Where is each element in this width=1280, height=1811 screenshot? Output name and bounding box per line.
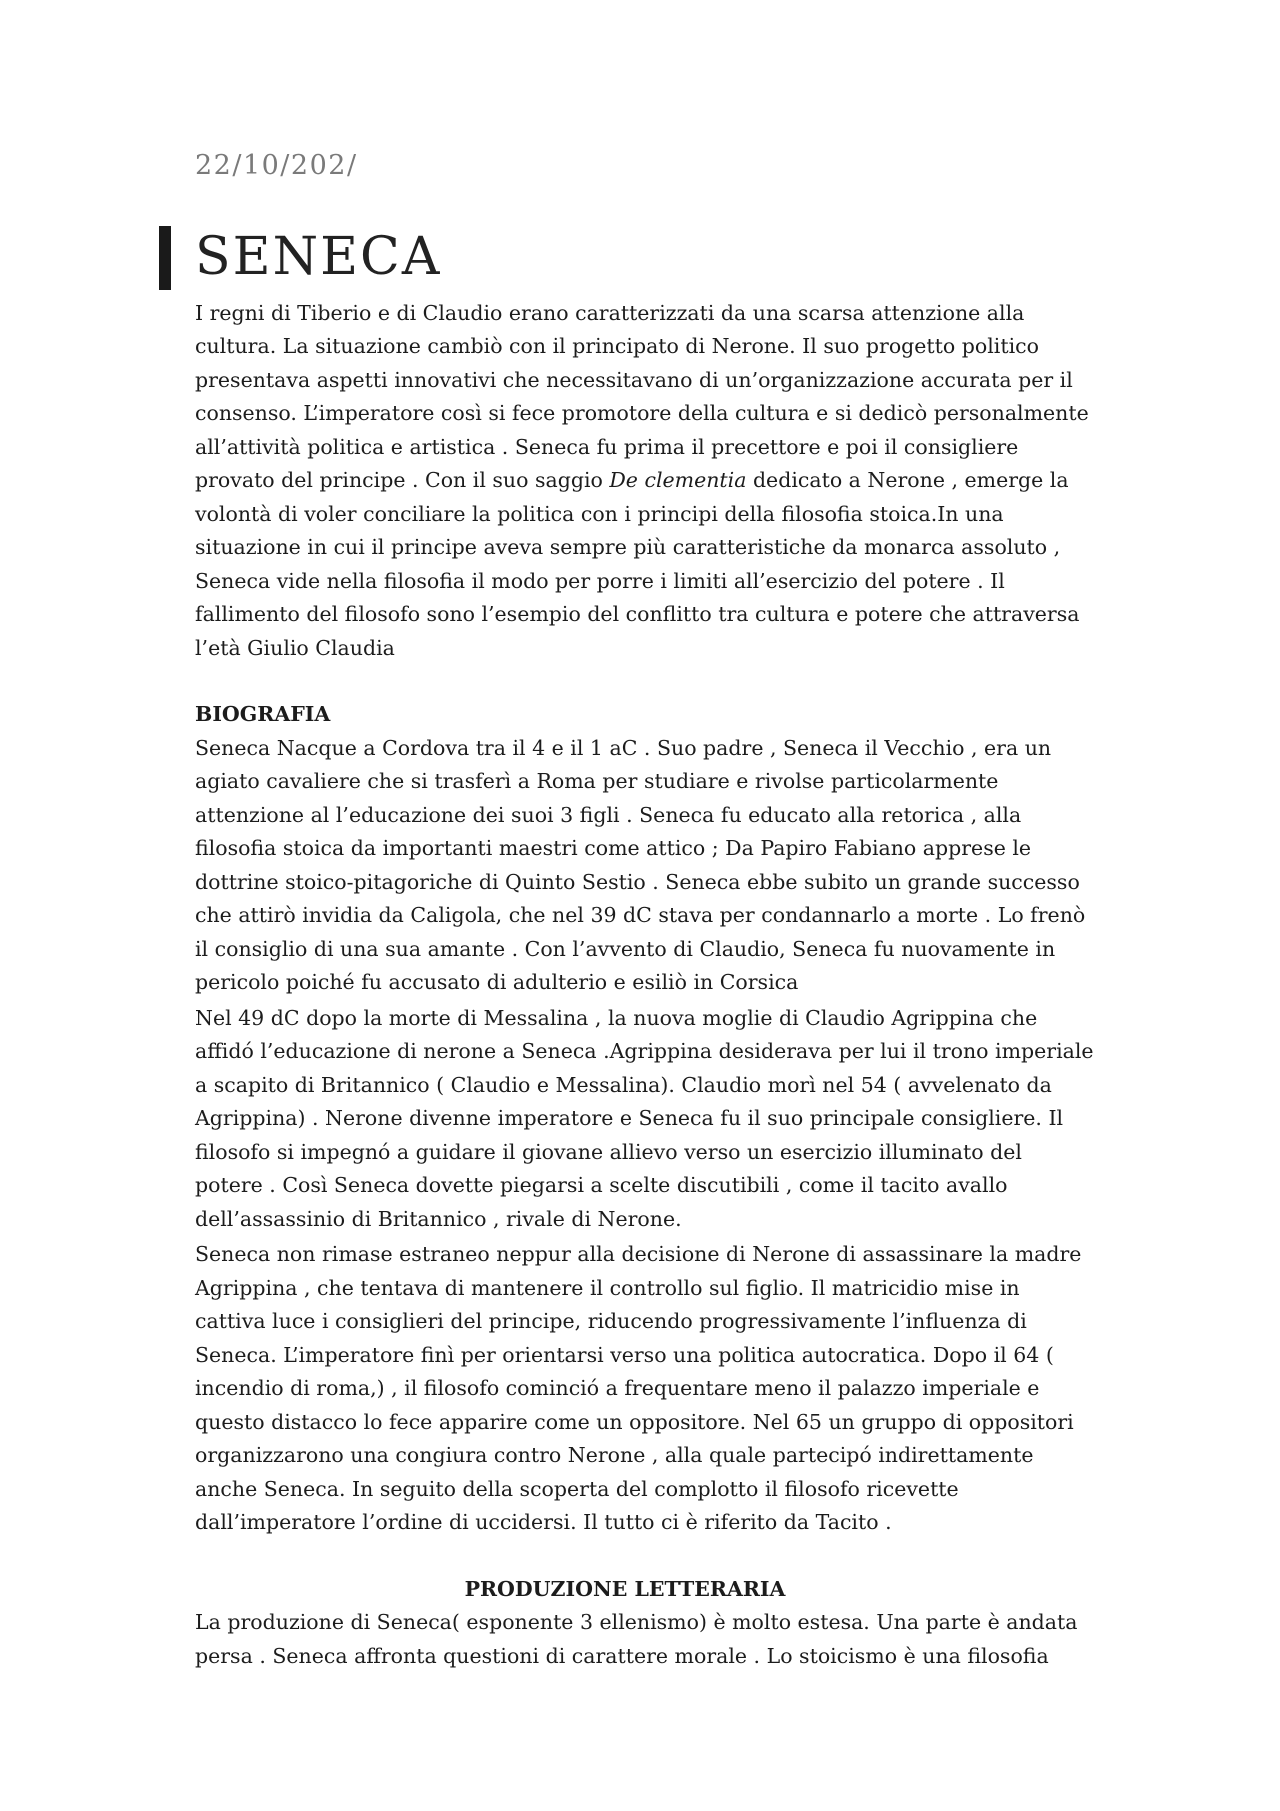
biografia-paragraph-3: Seneca non rimase estraneo neppur alla decisione di Nerone di assassinare la madre Agrippina , che tentava di mantenere il controllo sul figlio. Il matricidio mise in cattiva luce i consiglieri del principe, riducendo progressivamente l’influenza di Seneca. L’imperatore finì per orientarsi verso una politica autocratica. Dopo il 64 ( incendio di roma,) , il filosofo cominció a frequentare meno il palazzo imperiale e questo distacco lo fece apparire come un oppositore. Nel 65 un gruppo di oppositori organizzarono una congiura contro Nerone , alla quale partecipó indirettamente anche Seneca. In seguito della scoperta del complotto il filosofo ricevette dall’imperatore l’ordine di uccidersi. Il tutto ci è riferito da Tacito . xyxy=(195,1242,1082,1535)
document-page xyxy=(195,150,1095,1673)
title-block xyxy=(195,222,1095,292)
intro-text-start: I regni di Tiberio e di Claudio erano caratterizzati da una scarsa attenzione alla cultura. La situazione cambiò con il principato di Nerone. Il suo progetto politico presentava aspetti innovativi che necessitavano di un’organizzazione accurata per il consenso. L’imperatore così si fece promotore della cultura e si dedicò personalmente all’attività politica e artistica . Seneca fu prima il precettore e poi il consigliere provato del principe . Con il suo saggio xyxy=(195,300,1089,493)
document-date: 22/10/202/ xyxy=(195,150,358,181)
biografia-heading: BIOGRAFIA xyxy=(195,702,331,727)
document-title: SENECA xyxy=(195,227,442,288)
intro-text-end: dedicato a Nerone , emerge la volontà di voler conciliare la politica con i principi della filosofia stoica.In una situazione in cui il principe aveva sempre più caratteristiche da monarca assoluto , Seneca vide nella filosofia il modo per porre i limiti all’esercizio del potere . Il fallimento del filosofo sono l’esempio del conflitto tra cultura e potere che attraversa l’età Giulio Claudia xyxy=(195,468,1080,660)
intro-italic-title: De clementia xyxy=(609,468,747,493)
title-accent-bar xyxy=(159,226,171,290)
produzione-heading: PRODUZIONE LETTERARIA xyxy=(464,1576,786,1601)
biografia-paragraph-1: Seneca Nacque a Cordova tra il 4 e il 1 aC . Suo padre , Seneca il Vecchio , era un agiato cavaliere che si trasferì a Roma per studiare e rivolse particolarmente attenzione al l’educazione dei suoi 3 figli . Seneca fu educato alla retorica , alla filosofia stoica da importanti maestri come attico ; Da Papiro Fabiano apprese le dottrine stoico-pitagoriche di Quinto Sestio . Seneca ebbe subito un grande successo che attirò invidia da Caligola, che nel 39 dC stava per condannarlo a morte . Lo frenò il consiglio di una sua amante . Con l’avvento di Claudio, Seneca fu nuovamente in pericolo poiché fu accusato di adulterio e esiliò in Corsica xyxy=(195,735,1086,995)
biografia-paragraph-2: Nel 49 dC dopo la morte di Messalina , la nuova moglie di Claudio Agrippina che affidó l’educazione di nerone a Seneca .Agrippina desiderava per lui il trono imperiale a scapito di Britannico ( Claudio e Messalina). Claudio morì nel 54 ( avvelenato da Agrippina) . Nerone divenne imperatore e Seneca fu il suo principale consigliere. Il filosofo si impegnó a guidare il giovane allievo verso un esercizio illuminato del potere . Così Seneca dovette piegarsi a scelte discutibili , come il tacito avallo dell’assassinio di Britannico , rivale di Nerone. xyxy=(195,1005,1094,1231)
intro-paragraph xyxy=(195,297,1095,666)
produzione-paragraph: La produzione di Seneca( esponente 3 ellenismo) è molto estesa. Una parte è andata persa . Seneca affronta questioni di carattere morale . Lo stoicismo è una filosofia xyxy=(195,1610,1078,1668)
